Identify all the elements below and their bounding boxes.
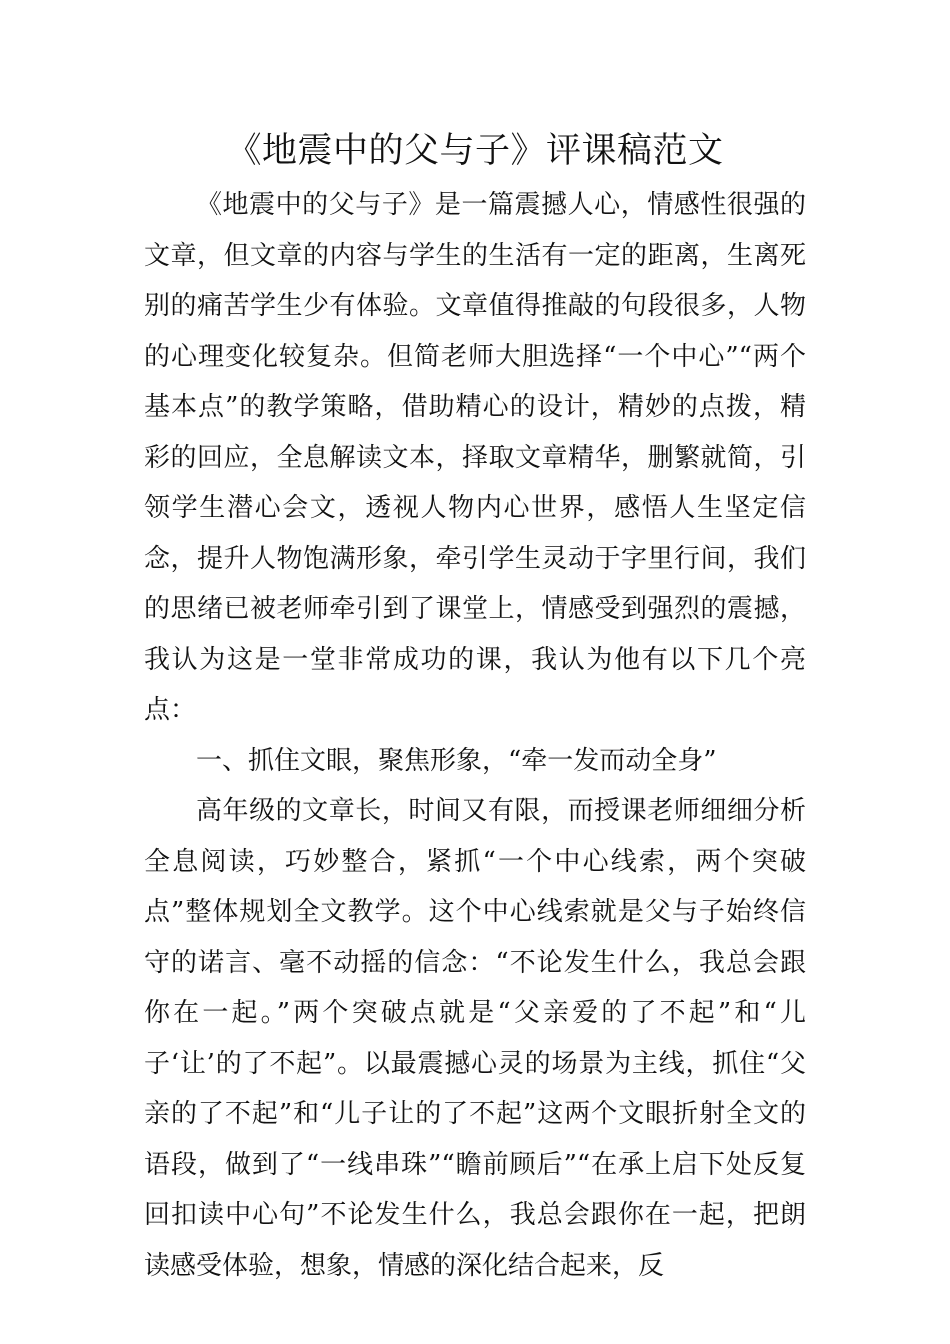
paragraph-intro: 《地震中的父与子》是一篇震撼人心，情感性很强的文章，但文章的内容与学生的生活有一定的距离，生离死别的痛苦学生少有体验。文章值得推敲的句段很多，人物的心理变化较复杂。但简老师大胆选择“一个中心”“两个基本点”的教学策略，借助精心的设计，精妙的点拨，精彩的回应，全息解读文本，择取文章精华，删繁就简，引领学生潜心会文，透视人物内心世界，感悟人生坚定信念，提升人物饱满形象，牵引学生灵动于字里行间，我们的思绪已被老师牵引到了课堂上，情感受到强烈的震撼，我认为这是一堂非常成功的课，我认为他有以下几个亮点： <box>144 190 806 725</box>
paragraph-section-1: 高年级的文章长，时间又有限，而授课老师细细分析全息阅读，巧妙整合，紧抓“一个中心线索，两个突破点”整体规划全文教学。这个中心线索就是父与子始终信守的诺言、毫不动摇的信念：“不论发生什么，我总会跟你在一起。”两个突破点就是“父亲爱的了不起”和“儿子‘让’的了不起”。以最震撼心灵的场景为主线，抓住“父亲的了不起”和“儿子让的了不起”这两个文眼折射全文的语段，做到了“一线串珠”“瞻前顾后”“在承上启下处反复回扣读中心句”不论发生什么，我总会跟你在一起，把朗读感受体验，想象，情感的深化结合起来，反 <box>144 796 806 1281</box>
document-title: 《地震中的父与子》评课稿范文 <box>226 131 724 171</box>
document-body <box>144 180 806 1291</box>
section-heading-1: 一、抓住文眼，聚焦形象，“牵一发而动全身” <box>196 745 717 776</box>
